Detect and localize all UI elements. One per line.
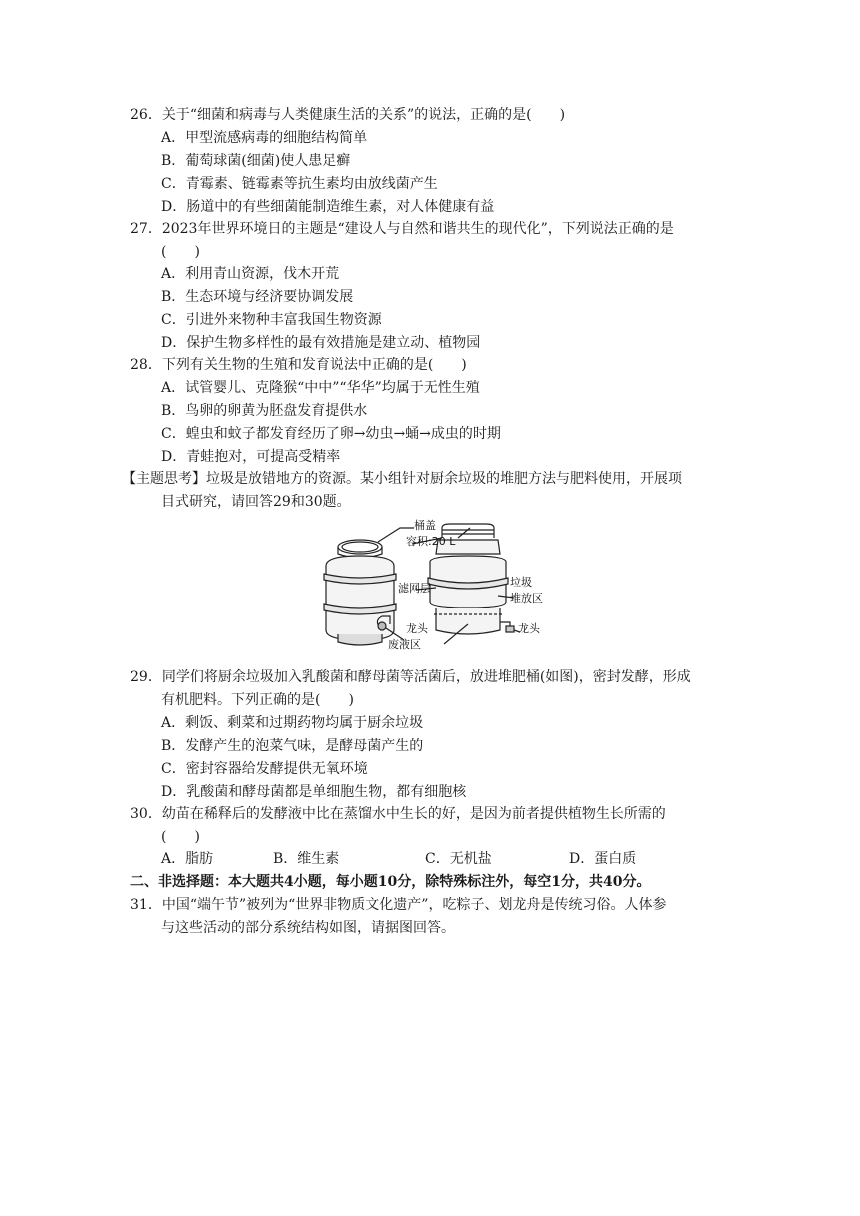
q27-stem: 27．2023年世界环境日的主题是“建设人与自然和谐共生的现代化”，下列说法正确的是 (130, 221, 674, 237)
q30-options (161, 849, 721, 869)
compost-bin-figure (318, 518, 546, 654)
q27-option-b: B．生态环境与经济要协调发展 (161, 289, 354, 305)
q28-option-c: C．蝗虫和蚊子都发育经历了卵→幼虫→蛹→成虫的时期 (161, 426, 501, 442)
q30-option-d: D．蛋白质 (569, 851, 637, 867)
q27-option-c: C．引进外来物种丰富我国生物资源 (161, 312, 382, 328)
q29-stem: 29．同学们将厨余垃圾加入乳酸菌和酵母菌等活菌后，放进堆肥桶(如图)，密封发酵，形成 (130, 669, 691, 685)
q30-stem: 30．幼苗在稀释后的发酵液中比在蒸馏水中生长的好，是因为前者提供植物生长所需的 (130, 806, 666, 822)
label-lid: 桶盖 (414, 519, 436, 532)
label-waste-1: 垃圾 (510, 576, 532, 589)
q28-option-a: A．试管婴儿、克隆猴“中中”“华华”均属于无性生殖 (161, 380, 480, 396)
q27-option-d: D．保护生物多样性的最有效措施是建立动、植物园 (161, 335, 481, 351)
theme-intro-line1: 【主题思考】垃圾是放错地方的资源。某小组针对厨余垃圾的堆肥方法与肥料使用，开展项 (122, 471, 682, 487)
q26-stem: 26．关于“细菌和病毒与人类健康生活的关系”的说法，正确的是( ) (130, 107, 566, 123)
q29-option-b: B．发酵产生的泡菜气味，是酵母菌产生的 (161, 738, 424, 754)
label-filter: 滤网层 (398, 582, 431, 595)
theme-intro-line2: 目式研究，请回答29和30题。 (161, 494, 351, 510)
q27-stem-cont: ( ) (161, 244, 200, 260)
label-waste-2: 堆放区 (510, 592, 543, 605)
q26-option-c: C．青霉素、链霉素等抗生素均由放线菌产生 (161, 176, 438, 192)
q30-option-c: C．无机盐 (425, 851, 492, 867)
q29-option-d: D．乳酸菌和酵母菌都是单细胞生物，都有细胞核 (161, 784, 467, 800)
q26-option-b: B．葡萄球菌(细菌)使人患足癣 (161, 153, 351, 169)
q28-option-b: B．鸟卵的卵黄为胚盘发育提供水 (161, 403, 368, 419)
label-tap-left: 龙头 (406, 622, 428, 635)
label-tap-right: 龙头 (518, 622, 540, 635)
label-volume: 容积:20 L (406, 535, 456, 548)
q31-stem-cont: 与这些活动的部分系统结构如图，请据图回答。 (161, 920, 455, 936)
q29-stem-cont: 有机肥料。下列正确的是( ) (161, 692, 354, 708)
q31-stem: 31．中国“端午节”被列为“世界非物质文化遗产”，吃粽子、划龙舟是传统习俗。人体参 (130, 897, 667, 913)
q28-option-d: D．青蛙抱对，可提高受精率 (161, 449, 341, 465)
q29-option-a: A．剩饭、剩菜和过期药物均属于厨余垃圾 (161, 715, 424, 731)
q26-option-d: D．肠道中的有些细菌能制造维生素，对人体健康有益 (161, 199, 495, 215)
label-liquid: 废液区 (388, 638, 421, 651)
q28-stem: 28．下列有关生物的生殖和发育说法中正确的是( ) (130, 357, 467, 373)
q29-option-c: C．密封容器给发酵提供无氧环境 (161, 761, 368, 777)
q30-option-b: B．维生素 (273, 851, 340, 867)
section-2-heading: 二、非选择题：本大题共4小题，每小题10分，除特殊标注外，每空1分，共40分。 (130, 874, 651, 890)
q26-option-a: A．甲型流感病毒的细胞结构简单 (161, 130, 368, 146)
q27-option-a: A．利用青山资源，伐木开荒 (161, 266, 340, 282)
q30-option-a: A．脂肪 (161, 851, 214, 867)
q30-stem-cont: ( ) (161, 829, 200, 845)
